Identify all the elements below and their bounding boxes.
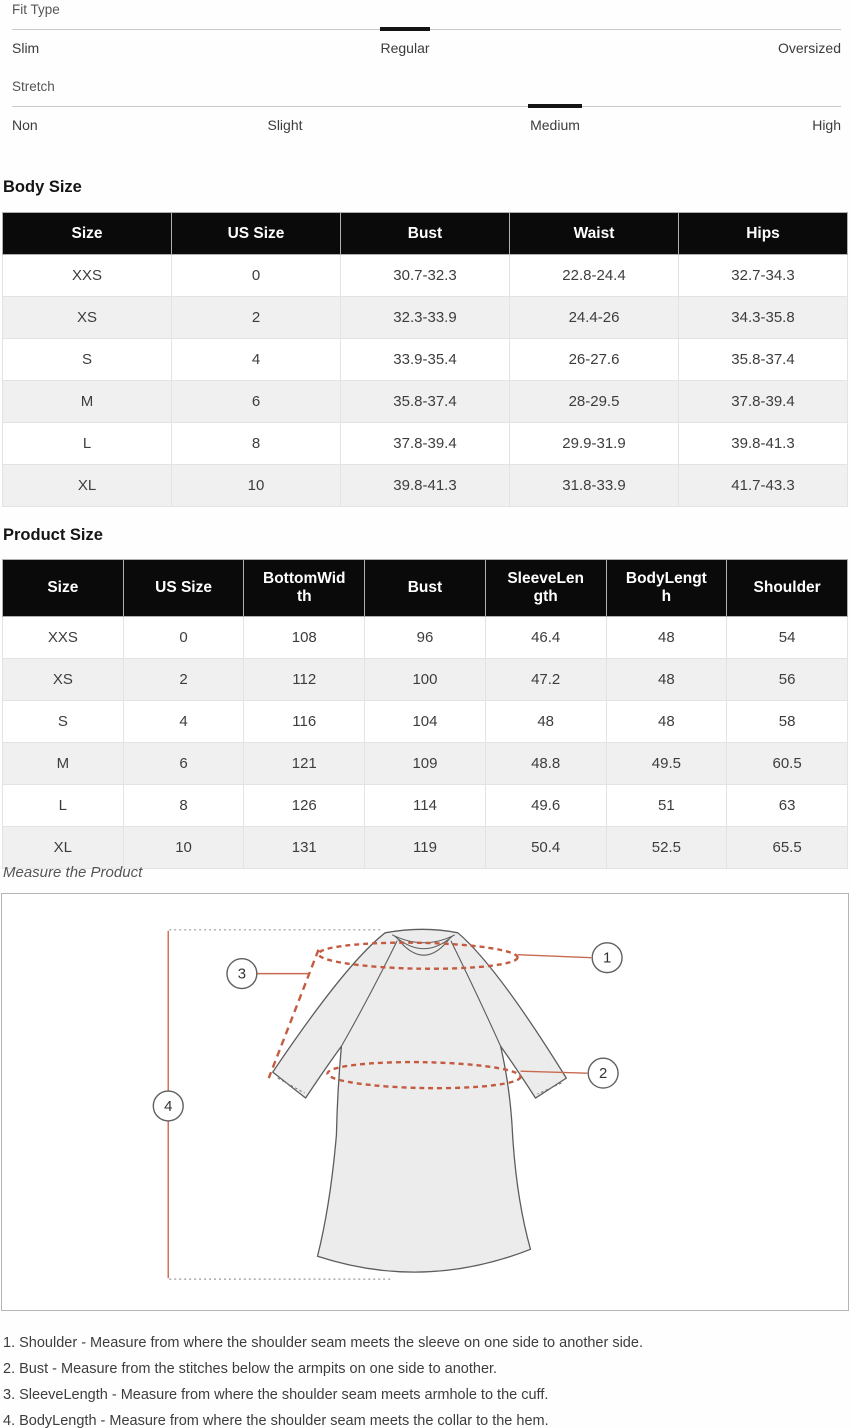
cell: 37.8-39.4 xyxy=(679,381,848,423)
cell: 54 xyxy=(727,617,848,659)
cell: 32.7-34.3 xyxy=(679,255,848,297)
stretch-option-slight: Slight xyxy=(267,117,303,133)
cell: L xyxy=(3,785,124,827)
stretch-selected-marker xyxy=(528,104,582,108)
cell: 29.9-31.9 xyxy=(510,423,679,465)
cell: 10 xyxy=(123,827,244,869)
cell: 35.8-37.4 xyxy=(341,381,510,423)
cell: 49.6 xyxy=(485,785,606,827)
cell: XS xyxy=(3,659,124,701)
cell: XS xyxy=(3,297,172,339)
callout-1-number: 1 xyxy=(602,949,612,967)
cell: 116 xyxy=(244,701,365,743)
cell: 104 xyxy=(365,701,486,743)
cell: 48 xyxy=(606,617,727,659)
cell: 8 xyxy=(123,785,244,827)
cell: 112 xyxy=(244,659,365,701)
table-row-xs xyxy=(3,659,848,701)
table-row-xl xyxy=(3,465,848,507)
table-row-s xyxy=(3,701,848,743)
cell: 34.3-35.8 xyxy=(679,297,848,339)
cell: 46.4 xyxy=(485,617,606,659)
cell: 4 xyxy=(123,701,244,743)
cell: 39.8-41.3 xyxy=(341,465,510,507)
cell: XL xyxy=(3,465,172,507)
column-header-hips: Hips xyxy=(679,213,848,255)
cell: 49.5 xyxy=(606,743,727,785)
tshirt-outline xyxy=(273,929,567,1272)
cell: 26-27.6 xyxy=(510,339,679,381)
product-size-heading: Product Size xyxy=(3,526,103,544)
note-sleeve-length: 3. SleeveLength - Measure from where the shoulder seam meets armhole to the cuff. xyxy=(3,1387,549,1403)
cell: 0 xyxy=(172,255,341,297)
measure-product-heading: Measure the Product xyxy=(3,864,143,881)
table-row-m xyxy=(3,743,848,785)
cell: 50.4 xyxy=(485,827,606,869)
cell: 48 xyxy=(606,659,727,701)
cell: 126 xyxy=(244,785,365,827)
stretch-option-non: Non xyxy=(12,117,38,133)
cell: 48 xyxy=(606,701,727,743)
note-bust: 2. Bust - Measure from the stitches below the armpits on one side to another. xyxy=(3,1361,498,1377)
cell: 47.2 xyxy=(485,659,606,701)
cell: 60.5 xyxy=(727,743,848,785)
stretch-option-high: High xyxy=(812,117,841,133)
cell: 100 xyxy=(365,659,486,701)
cell: 37.8-39.4 xyxy=(341,423,510,465)
measure-diagram-box xyxy=(1,893,849,1311)
cell: S xyxy=(3,701,124,743)
cell: 6 xyxy=(172,381,341,423)
cell: 35.8-37.4 xyxy=(679,339,848,381)
cell: 8 xyxy=(172,423,341,465)
cell: 119 xyxy=(365,827,486,869)
cell: 33.9-35.4 xyxy=(341,339,510,381)
fit-type-label: Fit Type xyxy=(12,2,60,17)
note-body-length: 4. BodyLength - Measure from where the shoulder seam meets the collar to the hem. xyxy=(3,1413,549,1428)
callout-2-number: 2 xyxy=(598,1065,608,1083)
measure-notes xyxy=(3,1330,643,1428)
cell: 6 xyxy=(123,743,244,785)
stretch-track xyxy=(12,106,841,107)
cell: M xyxy=(3,381,172,423)
column-header-bodylength: BodyLength xyxy=(606,560,727,617)
body-size-heading: Body Size xyxy=(3,178,82,196)
cell: 131 xyxy=(244,827,365,869)
header-row xyxy=(3,560,848,617)
fit-type-selected-marker xyxy=(380,27,430,31)
cell: 2 xyxy=(172,297,341,339)
cell: 109 xyxy=(365,743,486,785)
table-row-m xyxy=(3,381,848,423)
cell: 41.7-43.3 xyxy=(679,465,848,507)
cell: 56 xyxy=(727,659,848,701)
cell: 24.4-26 xyxy=(510,297,679,339)
column-header-size: Size xyxy=(3,213,172,255)
table-row-l xyxy=(3,785,848,827)
cell: 51 xyxy=(606,785,727,827)
table-row-xl xyxy=(3,827,848,869)
table-row-xxs xyxy=(3,617,848,659)
fit-type-option-slim: Slim xyxy=(12,40,40,56)
body-size-table xyxy=(2,212,848,507)
tshirt-measure-diagram xyxy=(2,894,848,1310)
stretch-option-medium: Medium xyxy=(530,117,580,133)
cell: 58 xyxy=(727,701,848,743)
fit-type-option-regular: Regular xyxy=(380,40,430,56)
column-header-us-size: US Size xyxy=(123,560,244,617)
cell: M xyxy=(3,743,124,785)
cell: 114 xyxy=(365,785,486,827)
column-header-waist: Waist xyxy=(510,213,679,255)
column-header-us-size: US Size xyxy=(172,213,341,255)
cell: 63 xyxy=(727,785,848,827)
column-header-bottomwidth: BottomWidth xyxy=(244,560,365,617)
table-row-xxs xyxy=(3,255,848,297)
callout-4-number: 4 xyxy=(164,1097,173,1115)
product-size-table xyxy=(2,559,848,869)
cell: 4 xyxy=(172,339,341,381)
fit-type-option-oversized: Oversized xyxy=(777,40,841,56)
cell: 0 xyxy=(123,617,244,659)
column-header-sleevelength: SleeveLength xyxy=(485,560,606,617)
cell: 39.8-41.3 xyxy=(679,423,848,465)
cell: 2 xyxy=(123,659,244,701)
table-row-xs xyxy=(3,297,848,339)
cell: 48 xyxy=(485,701,606,743)
table-row-l xyxy=(3,423,848,465)
cell: 96 xyxy=(365,617,486,659)
column-header-bust: Bust xyxy=(341,213,510,255)
cell: 108 xyxy=(244,617,365,659)
column-header-shoulder: Shoulder xyxy=(727,560,848,617)
cell: 30.7-32.3 xyxy=(341,255,510,297)
callout-1-connector xyxy=(518,955,592,958)
header-row xyxy=(3,213,848,255)
cell: 121 xyxy=(244,743,365,785)
stretch-label: Stretch xyxy=(12,79,55,94)
note-shoulder: 1. Shoulder - Measure from where the shoulder seam meets the sleeve on one side to another side. xyxy=(3,1335,643,1351)
cell: 52.5 xyxy=(606,827,727,869)
cell: XL xyxy=(3,827,124,869)
cell: 32.3-33.9 xyxy=(341,297,510,339)
callout-3-number: 3 xyxy=(237,965,247,983)
cell: S xyxy=(3,339,172,381)
table-row-s xyxy=(3,339,848,381)
cell: XXS xyxy=(3,617,124,659)
cell: 48.8 xyxy=(485,743,606,785)
cell: 28-29.5 xyxy=(510,381,679,423)
cell: 31.8-33.9 xyxy=(510,465,679,507)
cell: 65.5 xyxy=(727,827,848,869)
cell: XXS xyxy=(3,255,172,297)
cell: 10 xyxy=(172,465,341,507)
cell: L xyxy=(3,423,172,465)
column-header-bust: Bust xyxy=(365,560,486,617)
column-header-size: Size xyxy=(3,560,124,617)
cell: 22.8-24.4 xyxy=(510,255,679,297)
